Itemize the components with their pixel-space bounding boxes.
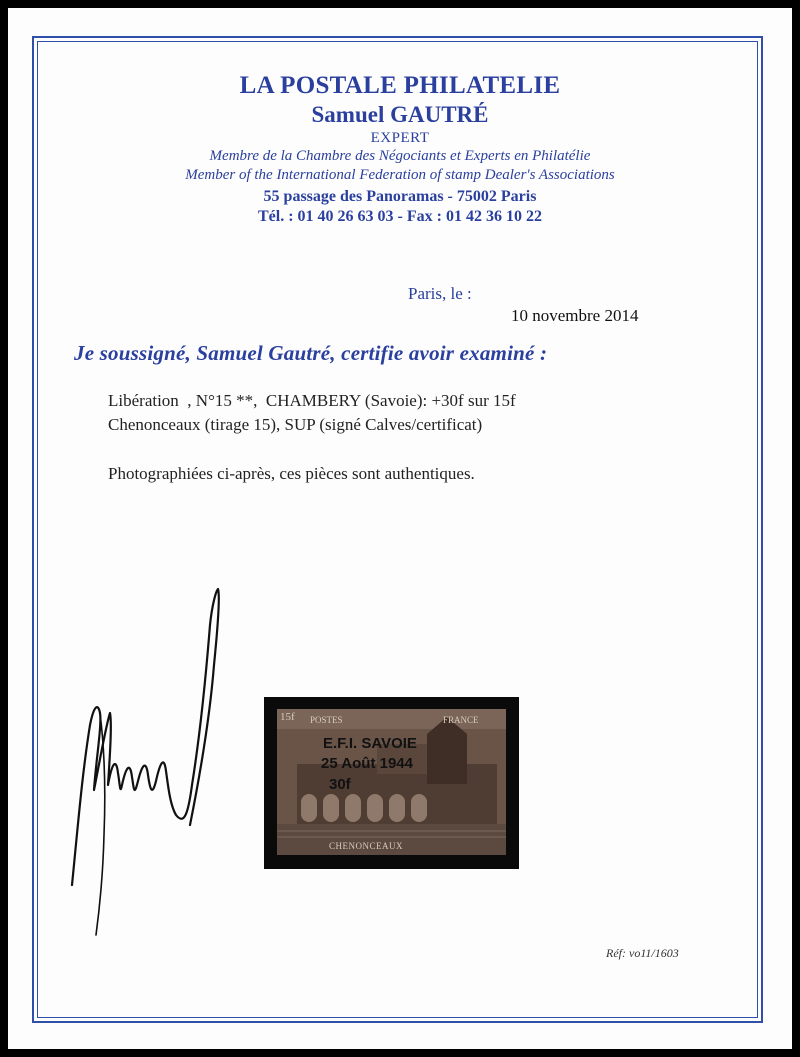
item-description-line1: Libération , N°15 **, CHAMBERY (Savoie): +30f sur 15f: [108, 391, 516, 410]
stamp-postes: POSTES: [310, 715, 343, 725]
postal-address: 55 passage des Panoramas - 75002 Paris: [263, 188, 537, 205]
dateline-date: 10 novembre 2014: [511, 306, 639, 325]
reference-number: Réf: vo11/1603: [606, 946, 679, 960]
overprint-line2: 25 Août 1944: [321, 755, 413, 772]
stamp-face-value: 15f: [280, 711, 295, 723]
overprint-line1: E.F.I. SAVOIE: [323, 735, 417, 752]
expert-name: Samuel GAUTRÉ: [311, 102, 489, 127]
stamp-photo: [264, 697, 519, 869]
phone-fax: Tél. : 01 40 26 63 03 - Fax : 01 42 36 10 22: [258, 208, 542, 225]
organization-name: LA POSTALE PHILATELIE: [239, 72, 561, 99]
handwritten-signature: [60, 585, 240, 945]
expert-role: EXPERT: [370, 130, 430, 146]
membership-french: Membre de la Chambre des Négociants et Experts en Philatélie: [209, 148, 591, 164]
stamp-image: [277, 709, 506, 855]
stamp-place-name: CHENONCEAUX: [329, 841, 403, 851]
item-description-line2: Chenonceaux (tirage 15), SUP (signé Calves/certificat): [108, 415, 483, 434]
overprint-line3: 30f: [329, 776, 351, 793]
chateau-illustration: [277, 709, 506, 855]
stamp-country: FRANCE: [443, 715, 479, 725]
certification-statement: Je soussigné, Samuel Gautré, certifie avoir examiné :: [74, 341, 548, 365]
membership-english: Member of the International Federation of stamp Dealer's Associations: [185, 167, 615, 183]
authenticity-conclusion: Photographiées ci-après, ces pièces sont authentiques.: [108, 464, 475, 483]
dateline-place: Paris, le :: [408, 284, 472, 303]
